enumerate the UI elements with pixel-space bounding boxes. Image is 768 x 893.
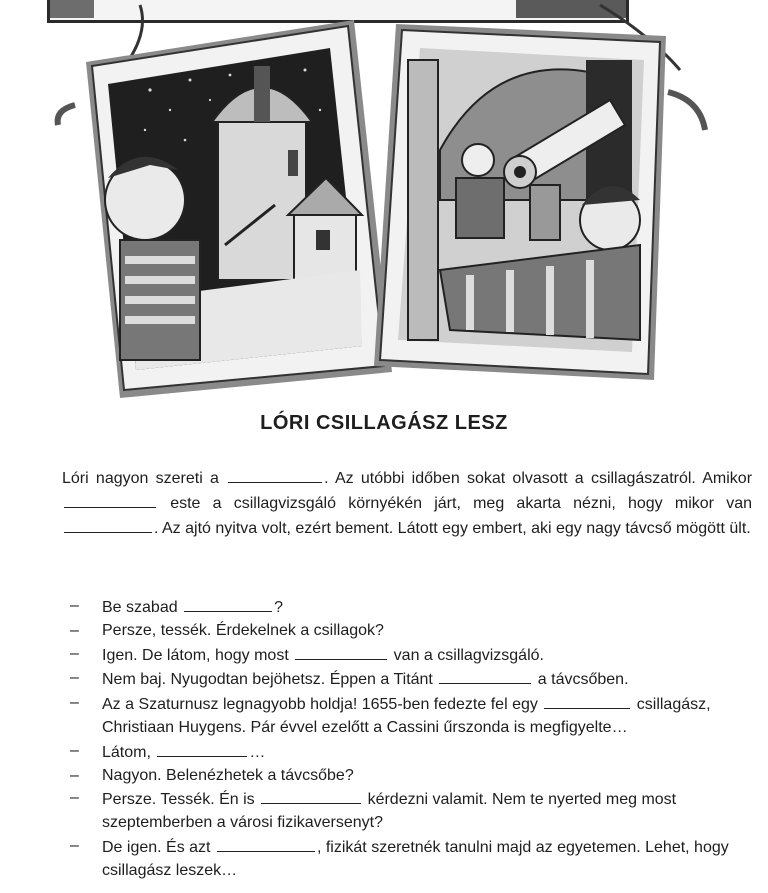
dialog-line: – Persze. Tessék. Én is kérdezni valamit. Nem te nyerted meg most szeptemberben a városi fizikaversenyt? — [70, 789, 677, 832]
blank[interactable] — [295, 643, 387, 660]
photo-left — [86, 20, 392, 398]
dialog-line: – Nem baj. Nyugodtan bejöhetsz. Éppen a Titánt a távcsőben. — [70, 669, 629, 689]
dialog-line: – De igen. És azt , fizikát szeretnék tanulni majd az egyetemen. Lehet, hogy csillagász leszek… — [70, 836, 729, 879]
dialog-line: – Nagyon. Belenézhetek a távcsőbe? — [70, 766, 354, 784]
dialog-line: – Persze, tessék. Érdekelnek a csillagok? — [70, 621, 384, 639]
story-paragraph: Lóri nagyon szereti a . Az utóbbi időben sokat olvasott a csillagászatról. Amikor este a csillagvizsgáló környékén járt, meg akarta nézni, hogy mikor van . Az ajtó nyitva volt, ezért bement. Látott egy embert, aki egy nagy távcső mögött ült. — [62, 466, 752, 541]
handle-left — [58, 105, 75, 125]
dialog-line: – Az a Szaturnusz legnagyobb holdja! 1655-ben fedezte fel egy csillagász, Christiaan Huygens. Pár évvel ezelőtt a Cassini űrszonda is megfigyelte… — [70, 694, 711, 736]
photo-right — [374, 24, 666, 380]
illustration — [0, 0, 768, 400]
blank[interactable] — [64, 491, 156, 508]
blank[interactable] — [184, 595, 272, 612]
blank[interactable] — [544, 692, 630, 709]
blank[interactable] — [217, 835, 315, 852]
dialog-line: – Igen. De látom, hogy most van a csillagvizsgáló. — [70, 644, 544, 664]
page-title: LÓRI CSILLAGÁSZ LESZ — [260, 412, 508, 434]
dialog-line: – Látom, … — [70, 741, 266, 761]
blank[interactable] — [64, 516, 152, 533]
dialog-line: – Be szabad ? — [70, 597, 283, 616]
blank[interactable] — [228, 466, 322, 483]
dialog-list — [70, 595, 754, 883]
blank[interactable] — [439, 667, 531, 684]
blank[interactable] — [157, 740, 247, 757]
handle-right — [668, 92, 705, 130]
blank[interactable] — [261, 787, 361, 804]
